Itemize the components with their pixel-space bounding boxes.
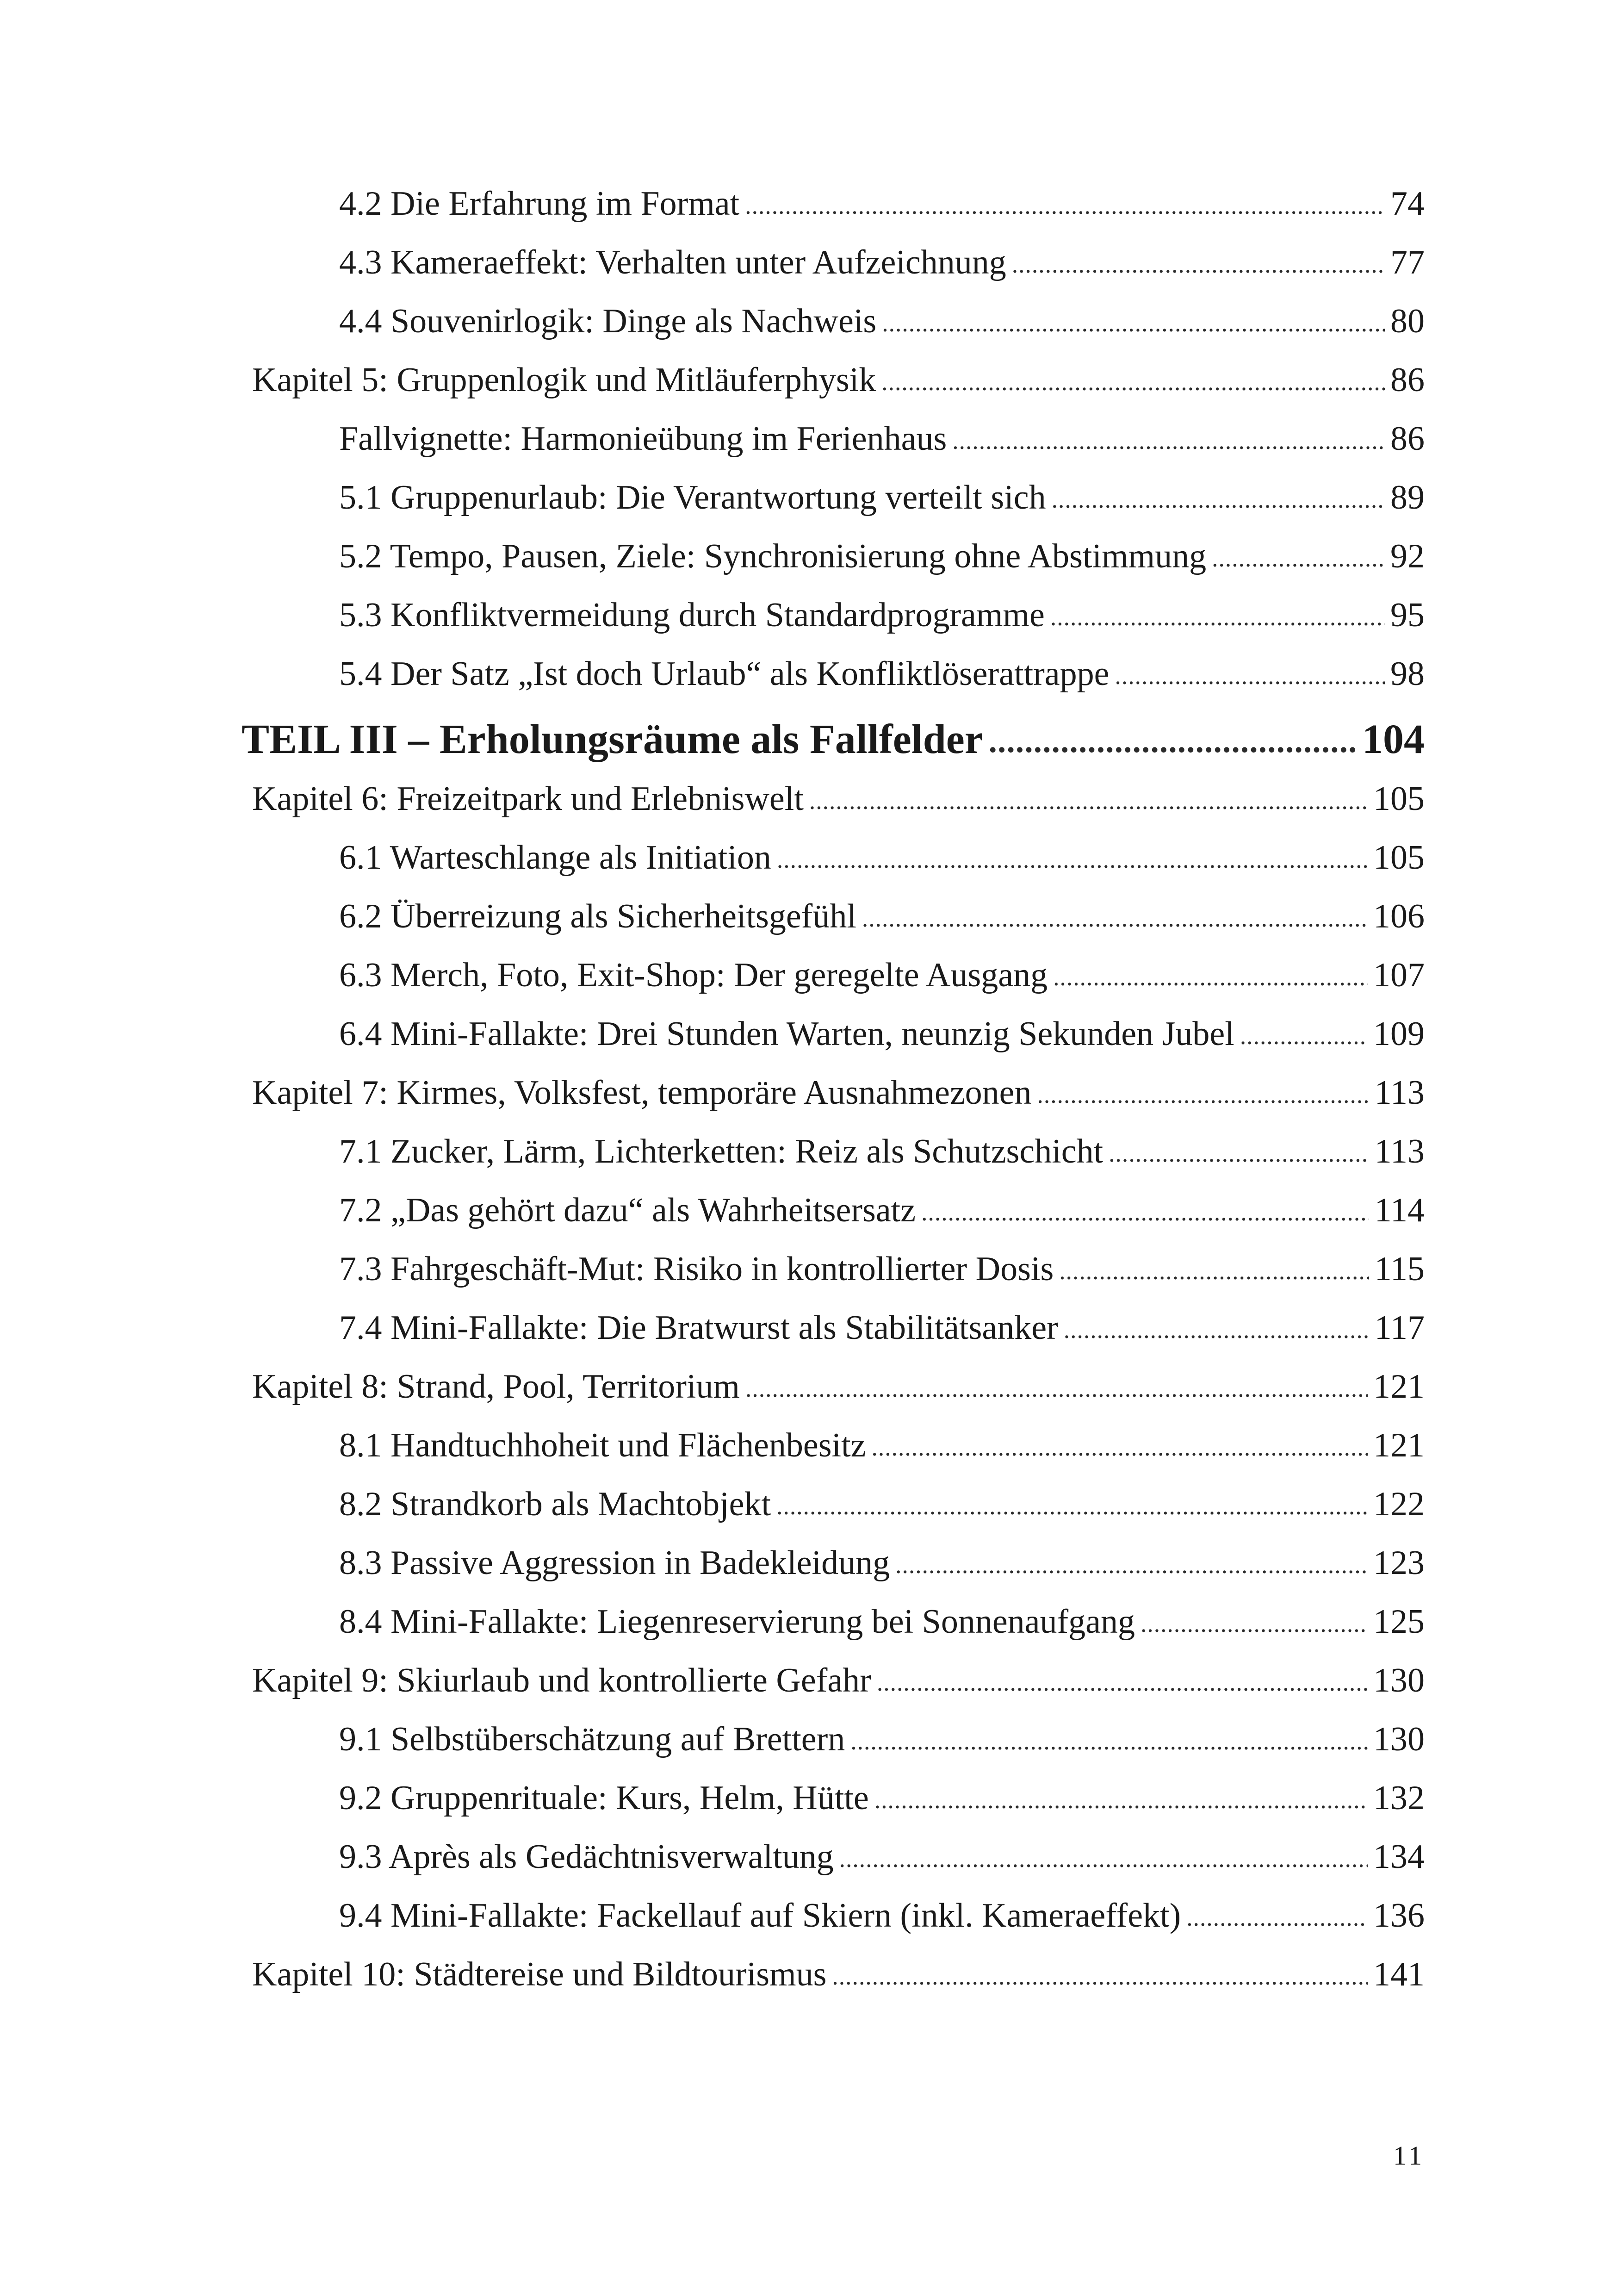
toc-section-entry xyxy=(339,1540,1425,1586)
dot-leader xyxy=(1059,1245,1369,1294)
toc-entry-title: TEIL III – Erholungsräume als Fallfelder xyxy=(242,716,983,762)
toc-section-entry xyxy=(339,651,1425,697)
toc-entry-page: 115 xyxy=(1374,1250,1425,1288)
toc-entry-page: 98 xyxy=(1390,655,1425,693)
toc-entry-title: 8.2 Strandkorb als Machtobjekt xyxy=(339,1485,771,1523)
toc-entry-page: 136 xyxy=(1373,1897,1425,1935)
toc-entry-title: 5.1 Gruppenurlaub: Die Verantwortung verteilt sich xyxy=(339,479,1046,516)
toc-entry-page: 92 xyxy=(1390,537,1425,575)
dot-leader xyxy=(872,1421,1368,1471)
dot-leader xyxy=(874,1774,1368,1823)
toc-section-entry xyxy=(339,180,1425,227)
toc-entry-title: 7.3 Fahrgeschäft-Mut: Risiko in kontrollierter Dosis xyxy=(339,1250,1054,1288)
toc-entry-title: 5.3 Konfliktvermeidung durch Standardprogramme xyxy=(339,596,1045,634)
toc-entry-page: 123 xyxy=(1373,1544,1425,1582)
toc-entry-title: Fallvignette: Harmonieübung im Ferienhaus xyxy=(339,420,947,458)
toc-entry-page: 95 xyxy=(1390,596,1425,634)
toc-entry-title: 8.4 Mini-Fallakte: Liegenreservierung bei Sonnenaufgang xyxy=(339,1603,1135,1641)
toc-entry-title: 7.4 Mini-Fallakte: Die Bratwurst als Stabilitätsanker xyxy=(339,1309,1058,1347)
toc-section-entry xyxy=(339,1599,1425,1645)
dot-leader xyxy=(776,1480,1368,1530)
toc-chapter-entry xyxy=(252,357,1425,403)
toc-entry-page: 107 xyxy=(1373,956,1425,994)
toc-entry-page: 113 xyxy=(1374,1132,1425,1170)
dot-leader xyxy=(1052,473,1385,523)
toc-part-entry xyxy=(242,712,1425,767)
dot-leader xyxy=(745,180,1385,229)
toc-entry-title: 7.2 „Das gehört dazu“ als Wahrheitsersatz xyxy=(339,1191,916,1229)
dot-leader xyxy=(1240,1010,1368,1059)
toc-chapter-entry xyxy=(252,776,1425,822)
toc-section-entry xyxy=(339,1305,1425,1351)
toc-chapter-entry xyxy=(252,1070,1425,1116)
toc-entry-page: 132 xyxy=(1373,1779,1425,1817)
toc-chapter-entry xyxy=(252,1363,1425,1410)
toc-entry-page: 80 xyxy=(1390,302,1425,340)
toc-entry-title: 6.1 Warteschlange als Initiation xyxy=(339,839,771,877)
dot-leader xyxy=(877,1656,1368,1706)
toc-chapter-entry xyxy=(252,1657,1425,1704)
toc-section-entry xyxy=(339,1716,1425,1762)
toc-section-entry xyxy=(339,834,1425,881)
toc-entry-page: 77 xyxy=(1390,243,1425,281)
toc-section-entry xyxy=(339,1128,1425,1175)
dot-leader xyxy=(895,1539,1368,1588)
toc-entry-title: 9.4 Mini-Fallakte: Fackellauf auf Skiern (inkl. Kameraeffekt) xyxy=(339,1897,1181,1935)
toc-entry-page: 134 xyxy=(1373,1838,1425,1876)
dot-leader xyxy=(1037,1069,1369,1118)
toc-entry-title: 6.4 Mini-Fallakte: Drei Stunden Warten, neunzig Sekunden Jubel xyxy=(339,1015,1234,1053)
toc-section-entry xyxy=(339,1187,1425,1233)
toc-entry-title: Kapitel 5: Gruppenlogik und Mitläuferphysik xyxy=(252,361,876,399)
toc-entry-title: 8.1 Handtuchhoheit und Flächenbesitz xyxy=(339,1426,866,1464)
toc-entry-page: 74 xyxy=(1390,185,1425,223)
toc-section-entry xyxy=(339,1892,1425,1939)
toc-section-entry xyxy=(339,893,1425,940)
toc-entry-title: 9.2 Gruppenrituale: Kurs, Helm, Hütte xyxy=(339,1779,869,1817)
toc-section-entry xyxy=(339,952,1425,998)
toc-entry-page: 106 xyxy=(1373,897,1425,935)
toc-entry-title: Kapitel 6: Freizeitpark und Erlebniswelt xyxy=(252,780,804,818)
dot-leader xyxy=(839,1833,1368,1882)
toc-entry-page: 89 xyxy=(1390,479,1425,516)
toc-entry-title: 4.4 Souvenirlogik: Dinge als Nachweis xyxy=(339,302,877,340)
dot-leader xyxy=(1053,951,1368,1001)
dot-leader xyxy=(1012,238,1385,288)
dot-leader xyxy=(1141,1598,1368,1647)
toc-section-entry xyxy=(339,416,1425,462)
dot-leader xyxy=(952,415,1385,464)
toc-entry-title: 6.3 Merch, Foto, Exit-Shop: Der geregelte Ausgang xyxy=(339,956,1048,994)
toc-entry-page: 105 xyxy=(1373,780,1425,818)
toc-entry-title: 5.4 Der Satz „Ist doch Urlaub“ als Konfliktlöserattrappe xyxy=(339,655,1110,693)
toc-entry-title: 8.3 Passive Aggression in Badekleidung xyxy=(339,1544,890,1582)
toc-entry-page: 117 xyxy=(1374,1309,1425,1347)
toc-chapter-entry xyxy=(252,1951,1425,1997)
toc-entry-title: Kapitel 9: Skiurlaub und kontrollierte Gefahr xyxy=(252,1661,871,1699)
toc-section-entry xyxy=(339,1246,1425,1292)
dot-leader xyxy=(1109,1127,1369,1177)
toc-section-entry xyxy=(339,298,1425,344)
toc-entry-page: 86 xyxy=(1390,420,1425,458)
dot-leader xyxy=(745,1363,1368,1412)
dot-leader xyxy=(862,892,1368,942)
toc-entry-page: 121 xyxy=(1373,1426,1425,1464)
dot-leader xyxy=(921,1186,1369,1236)
dot-leader xyxy=(832,1950,1368,2000)
dot-leader xyxy=(809,775,1368,824)
toc-section-entry xyxy=(339,1011,1425,1057)
toc-entry-title: Kapitel 7: Kirmes, Volksfest, temporäre Ausnahmezonen xyxy=(252,1074,1032,1112)
toc-entry-page: 130 xyxy=(1373,1720,1425,1758)
toc-section-entry xyxy=(339,1481,1425,1527)
toc-entry-page: 130 xyxy=(1373,1661,1425,1699)
toc-entry-page: 113 xyxy=(1374,1074,1425,1112)
toc-entry-page: 141 xyxy=(1373,1955,1425,1993)
toc-entry-page: 121 xyxy=(1373,1368,1425,1406)
toc-entry-page: 104 xyxy=(1362,716,1425,762)
toc-entry-title: 9.1 Selbstüberschätzung auf Brettern xyxy=(339,1720,845,1758)
dot-leader xyxy=(1212,532,1385,582)
toc-section-entry xyxy=(339,592,1425,638)
dot-leader xyxy=(1115,650,1385,699)
page-number: 11 xyxy=(1393,2140,1425,2171)
toc-section-entry xyxy=(339,1422,1425,1468)
toc-entry-page: 86 xyxy=(1390,361,1425,399)
toc-entry-title: 6.2 Überreizung als Sicherheitsgefühl xyxy=(339,897,856,935)
toc-entry-title: 4.2 Die Erfahrung im Format xyxy=(339,185,740,223)
toc-entry-title: 9.3 Après als Gedächtnisverwaltung xyxy=(339,1838,834,1876)
toc-entry-title: 7.1 Zucker, Lärm, Lichterketten: Reiz als Schutzschicht xyxy=(339,1132,1103,1170)
toc-section-entry xyxy=(339,1834,1425,1880)
toc-entry-title: Kapitel 10: Städtereise und Bildtourismus xyxy=(252,1955,827,1993)
dot-leader xyxy=(881,356,1385,405)
toc-entry-title: 5.2 Tempo, Pausen, Ziele: Synchronisierung ohne Abstimmung xyxy=(339,537,1207,575)
toc-entry-page: 105 xyxy=(1373,839,1425,877)
dot-leader xyxy=(1064,1304,1369,1353)
toc-section-entry xyxy=(339,533,1425,579)
toc-section-entry xyxy=(339,1775,1425,1821)
dot-leader xyxy=(989,711,1357,769)
dot-leader xyxy=(1186,1892,1368,1941)
toc-section-entry xyxy=(339,239,1425,286)
toc-entry-page: 114 xyxy=(1374,1191,1425,1229)
dot-leader xyxy=(882,297,1385,347)
toc-entry-page: 125 xyxy=(1373,1603,1425,1641)
dot-leader xyxy=(1050,591,1385,641)
toc-entry-title: 4.3 Kameraeffekt: Verhalten unter Aufzeichnung xyxy=(339,243,1006,281)
dot-leader xyxy=(777,834,1368,883)
dot-leader xyxy=(850,1715,1368,1765)
toc-entry-page: 122 xyxy=(1373,1485,1425,1523)
toc-entry-page: 109 xyxy=(1373,1015,1425,1053)
toc-entry-title: Kapitel 8: Strand, Pool, Territorium xyxy=(252,1368,740,1406)
toc-section-entry xyxy=(339,474,1425,521)
